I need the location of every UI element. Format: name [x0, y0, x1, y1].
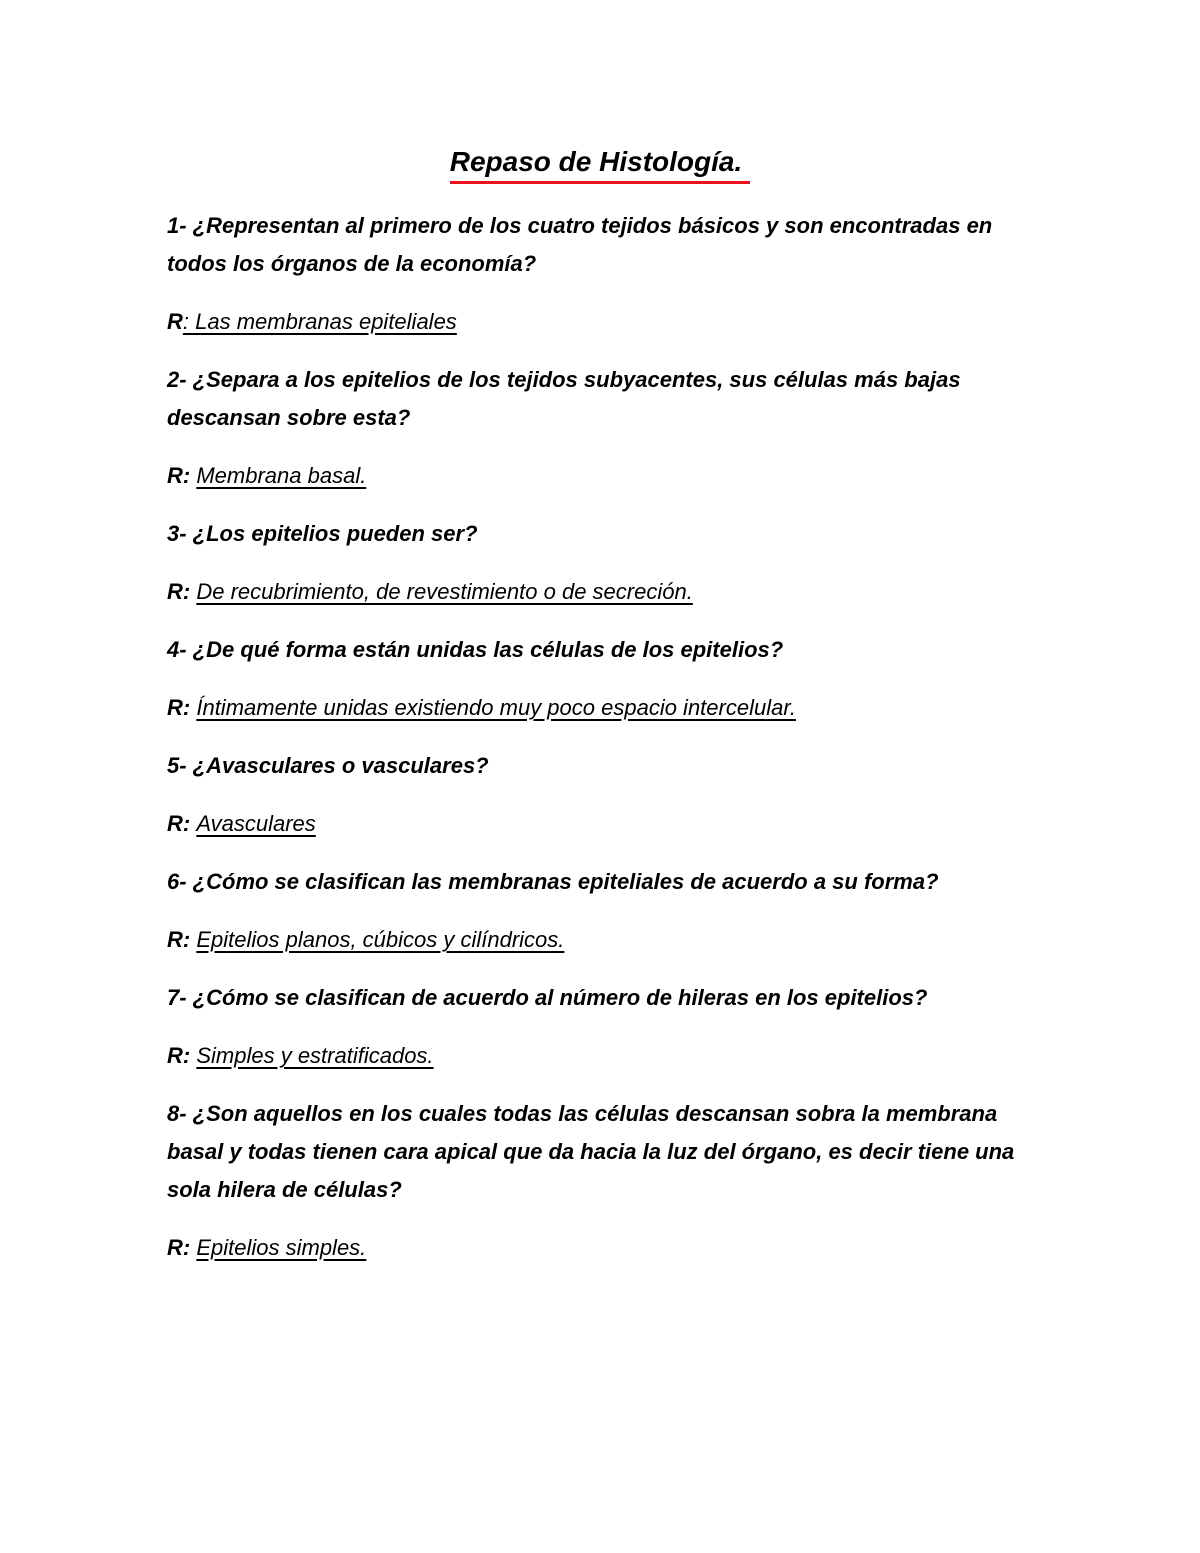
- question-3: 3- ¿Los epitelios pueden ser?: [167, 521, 478, 546]
- page-title: Repaso de Histología.: [450, 144, 751, 184]
- answer-1: [167, 303, 1027, 341]
- qa-list: [167, 207, 1027, 1267]
- answer-5: R: Avasculares: [167, 811, 316, 836]
- answer-text: Simples y estratificados.: [196, 1043, 434, 1068]
- answer-text: Avasculares: [196, 811, 316, 836]
- answer-prefix: R: [167, 1235, 183, 1260]
- answer-prefix: R: [167, 811, 183, 836]
- question-8: 8- ¿Son aquellos en los cuales todas las células descansan sobra la membrana basal y todas tienen cara apical que da hacia la luz del órgano, es decir tiene una sola hilera de células?: [167, 1101, 1015, 1202]
- question-2: 2- ¿Separa a los epitelios de los tejidos subyacentes, sus células más bajas descansan sobre esta?: [167, 367, 961, 430]
- answer-text: Epitelios simples.: [196, 1235, 367, 1260]
- question-5: 5- ¿Avasculares o vasculares?: [167, 753, 489, 778]
- answer-prefix: R: [167, 695, 183, 720]
- answer-text: : Las membranas epiteliales: [182, 309, 457, 334]
- answer-prefix: R: [167, 463, 183, 488]
- question-7: 7- ¿Cómo se clasifican de acuerdo al número de hileras en los epitelios?: [167, 985, 928, 1010]
- question-6: 6- ¿Cómo se clasifican las membranas epiteliales de acuerdo a su forma?: [167, 869, 939, 894]
- answer-prefix: R: [167, 1043, 183, 1068]
- answer-2: R: Membrana basal.: [167, 463, 367, 488]
- answer-3: R: De recubrimiento, de revestimiento o de secreción.: [167, 579, 693, 604]
- answer-prefix: R: [167, 579, 183, 604]
- answer-8: R: Epitelios simples.: [167, 1235, 367, 1260]
- answer-7: R: Simples y estratificados.: [167, 1043, 434, 1068]
- page-title-block: [0, 144, 1200, 184]
- answer-text: Íntimamente unidas existiendo muy poco espacio intercelular.: [196, 695, 796, 720]
- answer-text: De recubrimiento, de revestimiento o de secreción.: [196, 579, 693, 604]
- answer-4: R: Íntimamente unidas existiendo muy poco espacio intercelular.: [167, 695, 796, 720]
- answer-prefix: R: [167, 309, 183, 334]
- answer-text: Epitelios planos, cúbicos y cilíndricos.: [196, 927, 565, 952]
- answer-text: Membrana basal.: [196, 463, 367, 488]
- question-1: 1- ¿Representan al primero de los cuatro tejidos básicos y son encontradas en todos los órganos de la economía?: [167, 213, 993, 276]
- question-4: 4- ¿De qué forma están unidas las células de los epitelios?: [167, 637, 784, 662]
- answer-6: R: Epitelios planos, cúbicos y cilíndricos.: [167, 927, 565, 952]
- answer-prefix: R: [167, 927, 183, 952]
